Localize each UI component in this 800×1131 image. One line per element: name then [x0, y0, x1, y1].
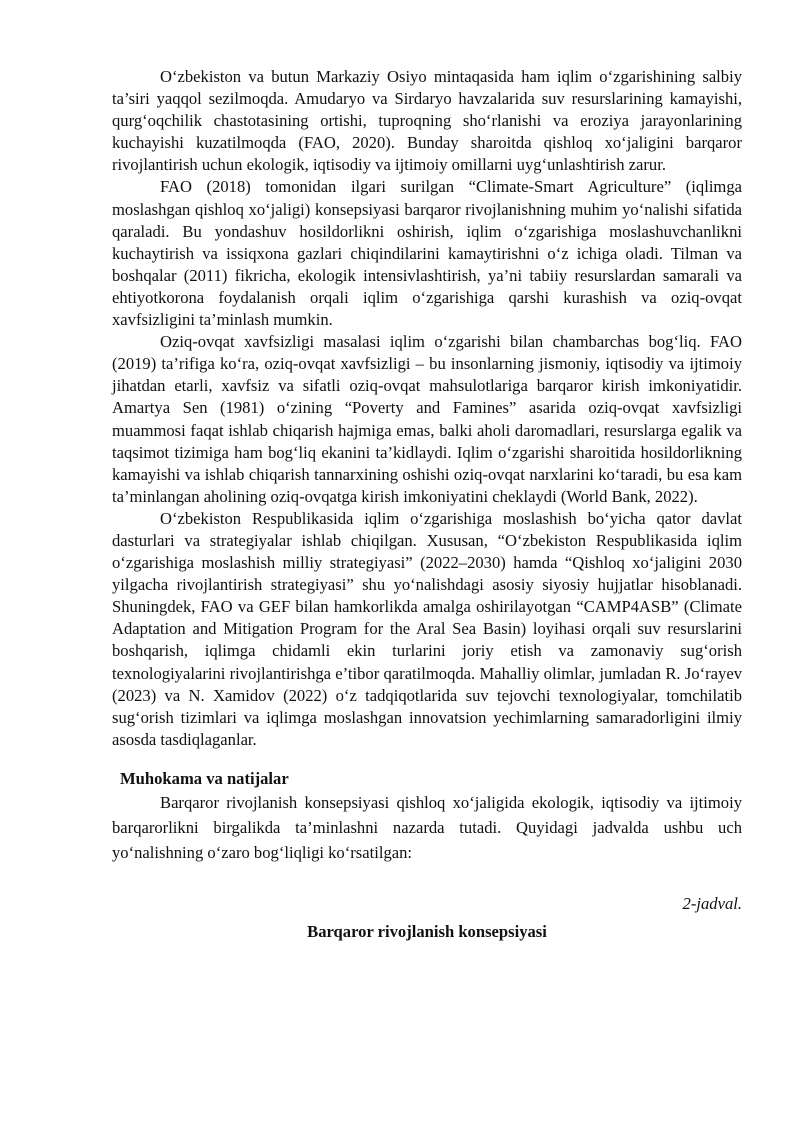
discussion-paragraph: Barqaror rivojlanish konsepsiyasi qishloq xo‘jaligida ekologik, iqtisodiy va ijtimoiy barqarorlikni birgalikda ta’minlashni nazarda tutadi. Quyidagi jadvalda ushbu uch yo‘nalishning o‘zaro bog‘liqligi ko‘rsatilgan:	[112, 792, 742, 862]
body-paragraph: Oziq-ovqat xavfsizligi masalasi iqlim o‘zgarishi bilan chambarchas bog‘liq. FAO (2019) ta’rifiga ko‘ra, oziq-ovqat xavfsizligi – bu insonlarning jismoniy, iqtisodiy va ijtimoiy jihatdan etarli, xavfsiz va sifatli oziq-ovqat mahsulotlariga barqaror kirish imkoniyatidir. Amartya Sen (1981) o‘zining “Poverty and Famines” asarida oziq-ovqat xavfsizligi muammosi faqat ishlab chiqarish hajmiga emas, balki aholi daromadlari, resurslarga egalik va taqsimot tizimiga ham bog‘liq ekanini ta’kidlaydi. Iqlim o‘zgarishi sharoitida hosildorlikning kamayishi va ishlab chiqarish tannarxining oshishi oziq-ovqat narxlarini ko‘taradi, bu esa kam ta’minlangan aholining oziq-ovqatga kirish imkoniyatini cheklaydi (World Bank, 2022).	[112, 332, 742, 506]
body-paragraph: O‘zbekiston Respublikasida iqlim o‘zgarishiga moslashish bo‘yicha qator davlat dasturlari va strategiyalar ishlab chiqilgan. Xususan, “O‘zbekiston Respublikasida iqlim o‘zgarishiga moslashish milliy strategiyasi” (2022–2030) hamda “Qishloq xo‘jaligini 2030 yilgacha rivojlantirish strategiyasi” shu yo‘nalishdagi asosiy siyosiy hujjatlar hisoblanadi. Shuningdek, FAO va GEF bilan hamkorlikda amalga oshirilayotgan “CAMP4ASB” (Climate Adaptation and Mitigation Program for the Aral Sea Basin) loyihasi orqali suv resurslarini boshqarish, iqlimga chidamli ekin turlarini joriy etish va zamonaviy sug‘orish texnologiyalarini rivojlantirishga e’tibor qaratilmoqda. Mahalliy olimlar, jumladan R. Jo‘rayev (2023) va N. Xamidov (2022) o‘z tadqiqotlarida suv tejovchi texnologiyalar, tomchilatib sug‘orish tizimlari va iqlimga moslashgan innovatsion yechimlarning samaradorligini ilmiy asosda tasdiqlaganlar.	[112, 508, 742, 749]
body-paragraph: O‘zbekiston va butun Markaziy Osiyo mintaqasida ham iqlim o‘zgarishining salbiy ta’siri yaqqol sezilmoqda. Amudaryo va Sirdaryo havzalarida suv resurslarining kamayishi, qurg‘oqchilik chastotasining ortishi, tuproqning sho‘rlanishi va eroziya jarayonlarining kuchayishi kuzatilmoqda (FAO, 2020). Bunday sharoitda qishloq xo‘jaligini barqaror rivojlantirish uchun ekologik, iqtisodiy va ijtimoiy omillarni uyg‘unlashtirish zarur.	[112, 67, 742, 175]
document-page	[112, 66, 742, 943]
table-title: Barqaror rivojlanish konsepsiyasi	[307, 921, 547, 941]
body-paragraph: FAO (2018) tomonidan ilgari surilgan “Climate-Smart Agriculture” (iqlimga moslashgan qishloq xo‘jaligi) konsepsiyasi barqaror rivojlanishning muhim yo‘nalishi sifatida qaraladi. Bu yondashuv hosildorlikni oshirish, iqlim o‘zgarishiga moslashuvchanlikni kuchaytirish va issiqxona gazlari chiqindilarini kamaytirishni o‘z ichiga oladi. Tilman va boshqalar (2011) fikricha, ekologik intensivlashtirish, ya’ni tabiiy resurslardan samarali va ehtiyotkorona foydalanish orqali iqlim o‘zgarishiga qarshi kurashish va oziq-ovqat xavfsizligini ta’minlash mumkin.	[112, 177, 742, 330]
section-heading: Muhokama va natijalar	[120, 768, 289, 788]
table-number-label: 2-jadval.	[682, 893, 742, 913]
